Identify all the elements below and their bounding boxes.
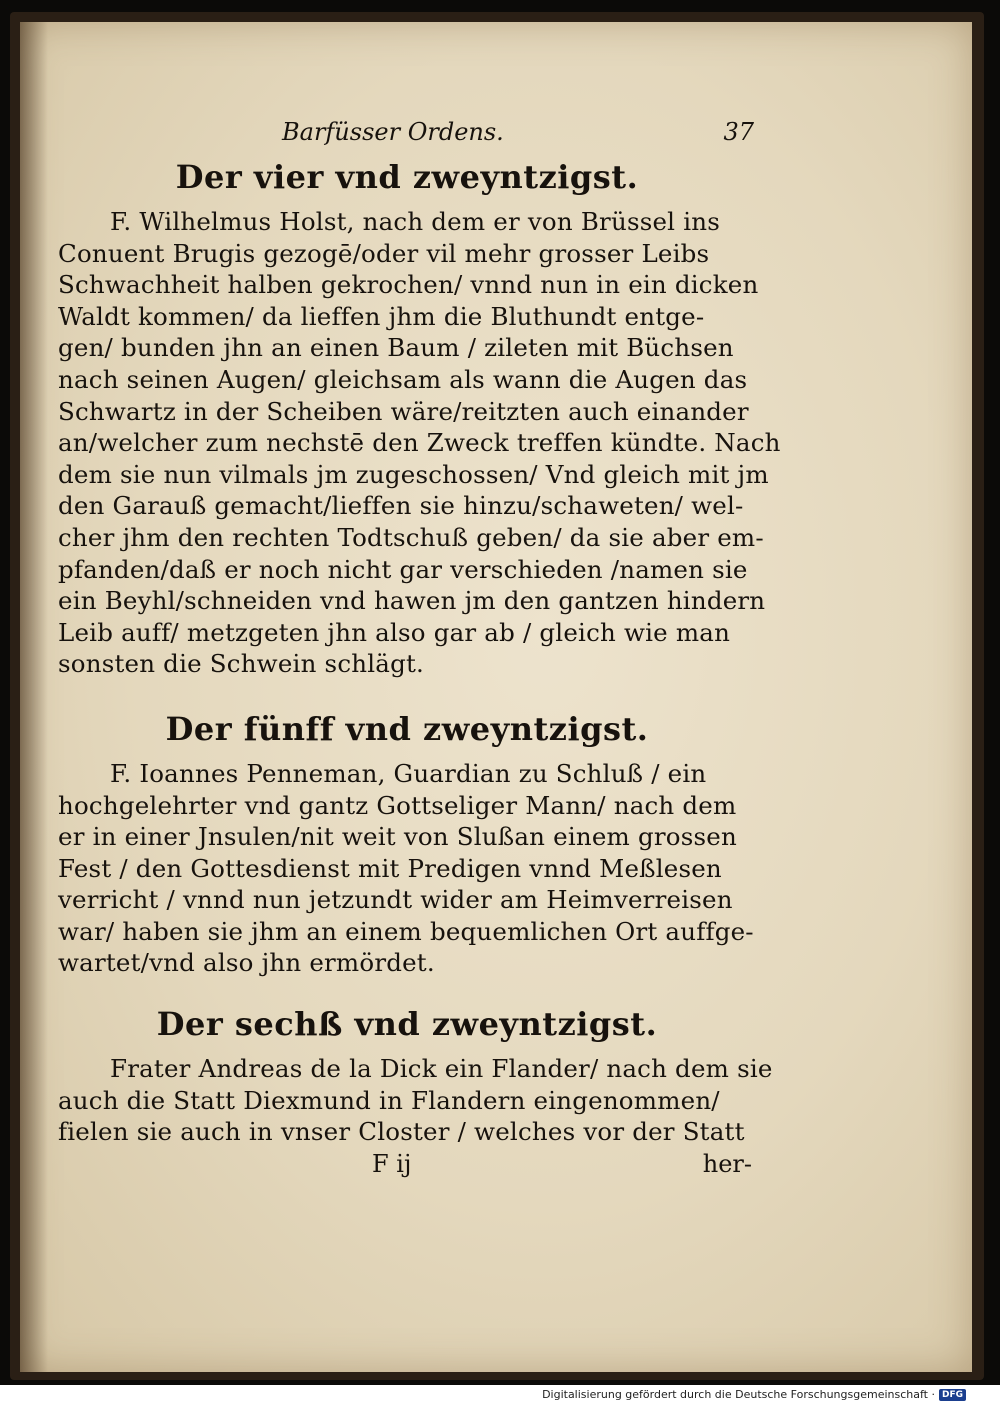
- section-heading: Der fünff vnd zweyntzigst.: [165, 709, 649, 748]
- text-line: Fest / den Gottesdienst mit Predigen vnnd Meßlesen: [58, 853, 722, 883]
- text-line: Schwartz in der Scheiben wäre/reitzten auch einander: [58, 396, 749, 426]
- text-line: Frater Andreas de la Dick ein Flander/ nach dem sie: [110, 1054, 773, 1084]
- text-line: er in einer Jnsulen/nit weit von Slußan einem grossen: [58, 822, 737, 852]
- text-line: nach seinen Augen/ gleichsam als wann die Augen das: [58, 364, 748, 394]
- digitization-credit: [542, 1388, 966, 1401]
- text-line: sonsten die Schwein schlägt.: [58, 649, 424, 679]
- text-line: Conuent Brugis gezogē/oder vil mehr grosser Leibs: [58, 238, 710, 268]
- text-line: verricht / vnnd nun jetzundt wider am Heimverreisen: [58, 885, 733, 915]
- dfg-logo: DFG: [939, 1389, 966, 1401]
- text-line: Leib auff/ metzgeten jhn also gar ab / gleich wie man: [58, 617, 731, 647]
- spine-shadow: [20, 22, 48, 1372]
- text-line: war/ haben sie jhm an einem bequemlichen Ort auffge-: [58, 916, 754, 946]
- catchword: her-: [702, 1149, 752, 1178]
- running-title: Barfüsser Ordens.: [282, 118, 504, 146]
- section-heading: Der vier vnd zweyntzigst.: [175, 158, 639, 196]
- text-line: hochgelehrter vnd gantz Gottseliger Mann/ nach dem: [58, 790, 737, 820]
- text-line: Schwachheit halben gekrochen/ vnnd nun in ein dicken: [58, 270, 759, 300]
- page-text: [58, 114, 781, 1186]
- text-line: gen/ bunden jhn an einen Baum / zileten mit Büchsen: [58, 333, 734, 363]
- text-line: Waldt kommen/ da lieffen jhm die Bluthundt entge-: [58, 301, 705, 331]
- page-footer: [58, 1150, 756, 1186]
- text-line: ein Beyhl/schneiden vnd hawen jm den gantzen hindern: [58, 586, 766, 616]
- text-line: F. Ioannes Penneman, Guardian zu Schluß / ein: [110, 758, 707, 788]
- text-line: dem sie nun vilmals jm zugeschossen/ Vnd gleich mit jm: [58, 459, 769, 489]
- section-body: [58, 758, 756, 979]
- running-head: [58, 114, 756, 154]
- text-line: pfanden/daß er noch nicht gar verschieden /namen sie: [58, 554, 748, 584]
- section-body: [58, 206, 781, 680]
- text-line: an/welcher zum nechstē den Zweck treffen kündte. Nach: [58, 428, 781, 458]
- signature-mark: F ij: [372, 1149, 412, 1178]
- book-page: [20, 22, 972, 1372]
- text-line: wartet/vnd also jhn ermördet.: [58, 948, 435, 978]
- text-line: den Garauß gemacht/lieffen sie hinzu/schaweten/ wel-: [58, 491, 744, 521]
- page-number: 37: [723, 118, 754, 146]
- text-line: cher jhm den rechten Todtschuß geben/ da sie aber em-: [58, 522, 764, 552]
- section-body: [58, 1053, 773, 1148]
- section-heading: Der sechß vnd zweyntzigst.: [156, 1005, 658, 1044]
- text-line: fielen sie auch in vnser Closter / welches vor der Statt: [58, 1117, 745, 1147]
- text-line: F. Wilhelmus Holst, nach dem er von Brüssel ins: [110, 207, 720, 236]
- text-line: auch die Statt Diexmund in Flandern eingenommen/: [58, 1085, 720, 1115]
- credit-text: Digitalisierung gefördert durch die Deutsche Forschungsgemeinschaft ·: [542, 1388, 935, 1401]
